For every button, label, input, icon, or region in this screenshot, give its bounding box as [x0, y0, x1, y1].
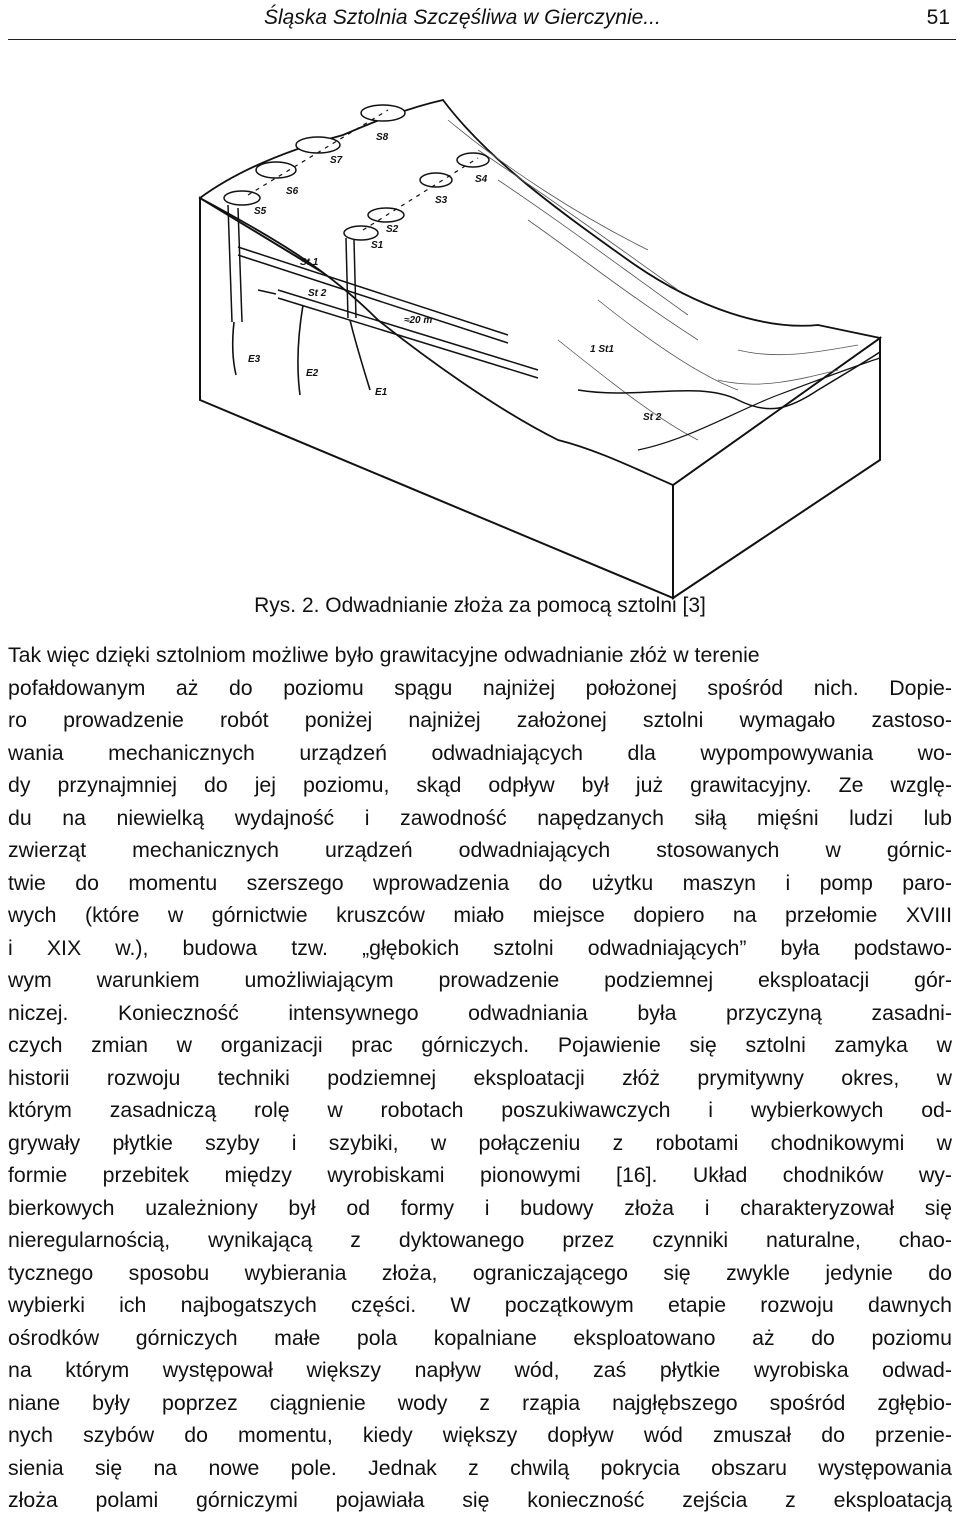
text-line: wania mechanicznych urządzeń odwadniających dla wypompowywania wo- [8, 740, 952, 765]
page-number: 51 [926, 6, 950, 29]
figure-drainage-diagram [178, 90, 898, 610]
mound-s1 [344, 226, 378, 240]
text-line: i XIX w.), budowa tzw. „głębokich sztolni odwadniających” była podstawo- [8, 935, 952, 960]
header-rule [8, 39, 956, 40]
page-header [0, 0, 960, 40]
text-line: Tak więc dzięki sztolniom możliwe było grawitacyjne odwadnianie złóż w terenie [8, 643, 760, 667]
mound-s4 [457, 153, 489, 167]
text-line: wybierki ich najbogatszych części. W początkowym etapie rozwoju dawnych [8, 1293, 952, 1317]
label-s5: S5 [254, 206, 267, 217]
label-st1-outlet: 1 St1 [590, 344, 614, 355]
text-line: dy przynajmniej do jej poziomu, skąd odpływ był już grawitacyjny. Ze wzglę- [8, 773, 952, 797]
text-line: niane były poprzez ciągnienie wody z rząpia najgłębszego spośród zgłębio- [8, 1390, 952, 1415]
text-line: sienia się na nowe pole. Jednak z chwilą pokrycia obszaru występowania [8, 1455, 952, 1480]
body-paragraph [8, 639, 952, 1517]
label-e1: E1 [375, 387, 388, 398]
text-line: nieregularnością, wynikającą z dyktowanego przez czynniki naturalne, chao- [8, 1228, 952, 1252]
label-s1: S1 [371, 240, 384, 251]
label-e2: E2 [306, 368, 319, 379]
mound-s3 [420, 173, 452, 187]
text-line: ośrodków górniczych małe pola kopalniane eksploatowano aż do poziomu [8, 1325, 952, 1350]
text-line: pofałdowanym aż do poziomu spągu najniżej położonej spośród nich. Dopie- [8, 675, 952, 700]
mound-s8 [361, 105, 405, 121]
text-line: du na niewielką wydajność i zawodność napędzanych siłą mięśni ludzi lub [8, 805, 952, 830]
mound-s7 [296, 137, 340, 153]
text-line: historii rozwoju techniki podziemnej eksploatacji złóż prymitywny okres, w [8, 1065, 952, 1090]
label-s7: S7 [330, 155, 343, 166]
text-line: złoża polami górniczymi pojawiała się konieczność zejścia z eksploatacją [8, 1488, 952, 1512]
label-s2: S2 [386, 224, 399, 235]
text-line: tycznego sposobu wybierania złoża, ograniczającego się zwykle jedynie do [8, 1260, 952, 1285]
block-diagram [178, 90, 898, 610]
text-line: ro prowadzenie robót poniżej najniżej założonej sztolni wymagało zastoso- [8, 708, 952, 732]
text-line: grywały płytkie szyby i szybiki, w połączeniu z robotami chodnikowymi w [8, 1130, 952, 1155]
text-line: niczej. Konieczność intensywnego odwadniania była przyczyną zasadni- [8, 1000, 952, 1025]
text-line: czych zmian w organizacji prac górniczych. Pojawienie się sztolni zamyka w [8, 1033, 952, 1057]
label-e3: E3 [248, 354, 261, 365]
text-line: którym zasadniczą rolę w robotach poszukiwawczych i wybierkowych od- [8, 1098, 952, 1122]
running-title: Śląska Sztolnia Szczęśliwa w Gierczynie... [264, 6, 661, 29]
text-line: twie do momentu szerszego wprowadzenia do użytku maszyn i pomp paro- [8, 870, 952, 895]
figure-caption: Rys. 2. Odwadnianie złoża za pomocą sztolni [3] [254, 594, 706, 617]
text-line: formie przebitek między wyrobiskami pionowymi [16]. Układ chodników wy- [8, 1163, 952, 1187]
label-s6: S6 [286, 186, 299, 197]
label-s3: S3 [435, 195, 448, 206]
text-line: na którym występował większy napływ wód, zaś płytkie wyrobiska odwad- [8, 1358, 952, 1382]
mound-s5 [224, 191, 260, 205]
label-st2: St 2 [308, 288, 327, 299]
label-s4: S4 [475, 174, 488, 185]
label-st2-outlet: St 2 [643, 412, 662, 423]
text-line: nych szybów do momentu, kiedy większy dopływ wód zmuszał do przenie- [8, 1423, 952, 1447]
label-st1: St 1 [300, 257, 319, 268]
label-depth: ≈20 m [404, 315, 433, 326]
text-line: zwierząt mechanicznych urządzeń odwadniających stosowanych w górnic- [8, 838, 952, 862]
text-line: wych (które w górnictwie kruszców miało miejsce dopiero na przełomie XVIII [8, 903, 952, 927]
text-line: bierkowych uzależniony był od formy i budowy złoża i charakteryzował się [8, 1195, 952, 1220]
label-s8: S8 [376, 132, 389, 143]
text-line: wym warunkiem umożliwiającym prowadzenie podziemnej eksploatacji gór- [8, 968, 952, 992]
